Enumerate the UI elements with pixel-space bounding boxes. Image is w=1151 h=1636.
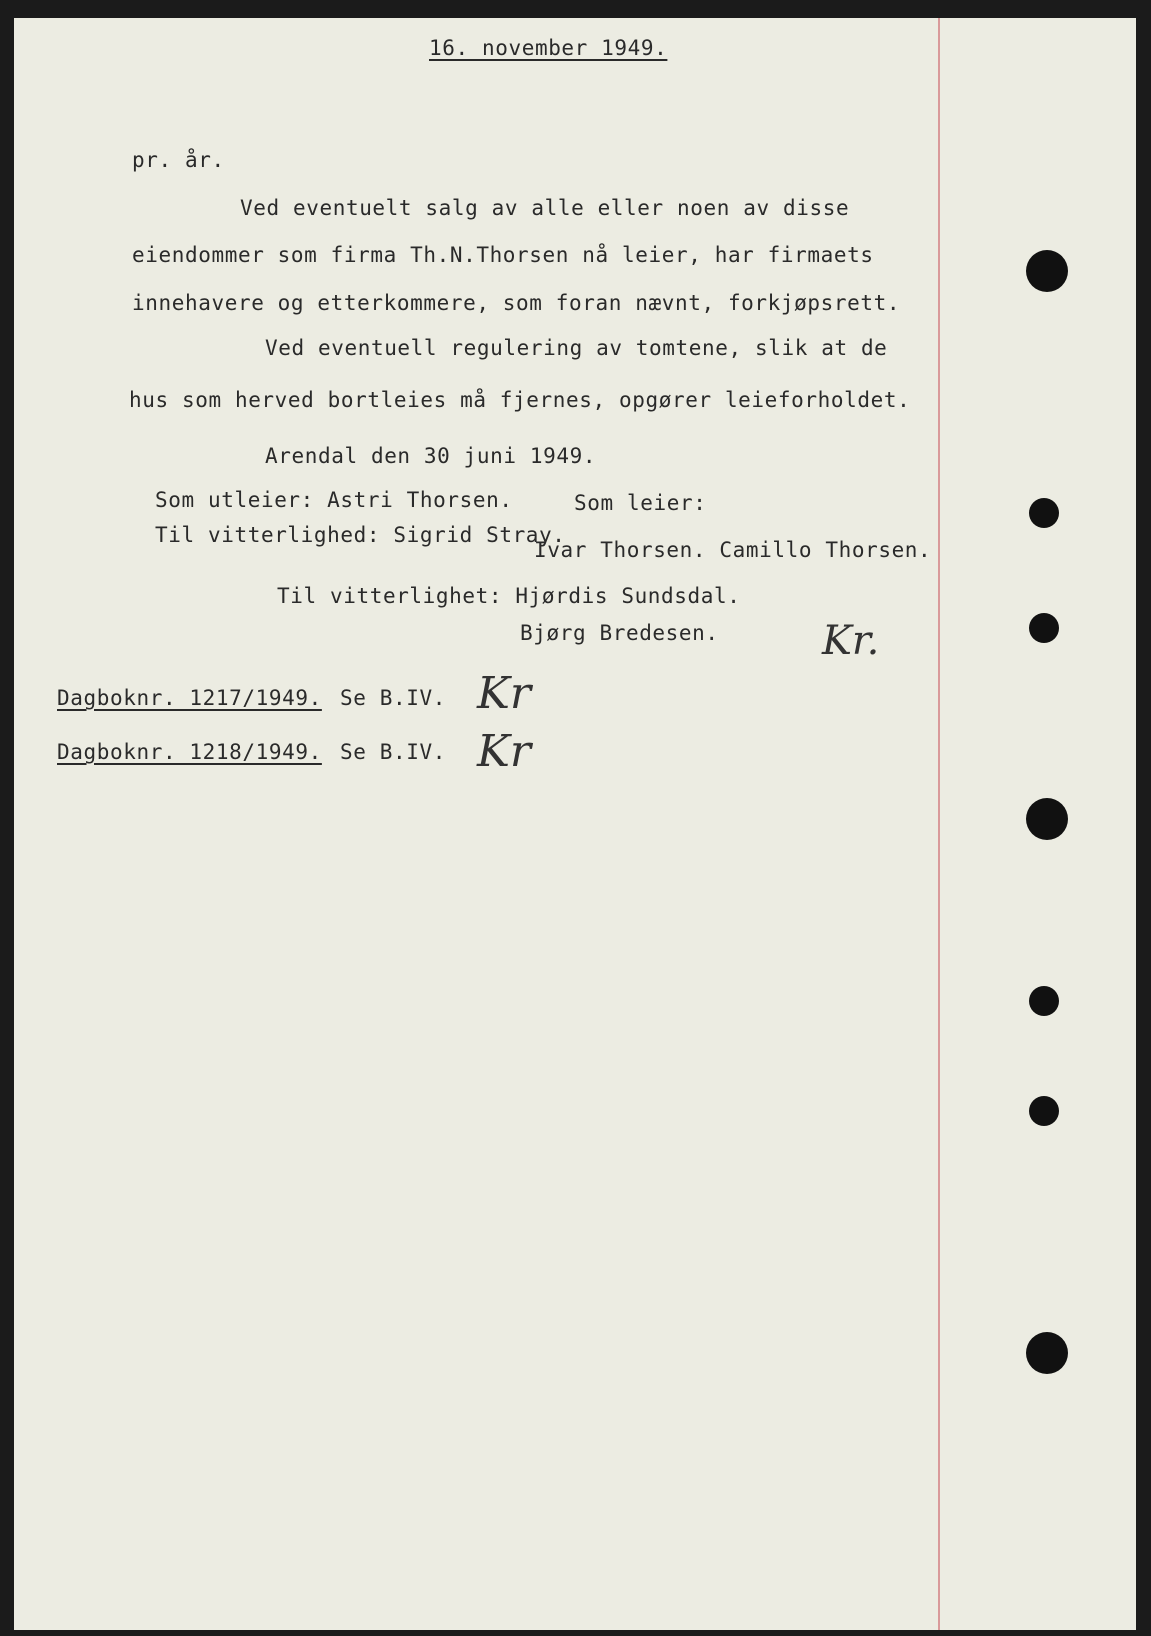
punch-hole bbox=[1026, 798, 1068, 840]
punch-hole bbox=[1026, 250, 1068, 292]
page-date: 16. november 1949. bbox=[429, 36, 668, 60]
text-line: Til vitterlighet: Hjørdis Sundsdal. bbox=[277, 584, 741, 608]
text-line: eiendommer som firma Th.N.Thorsen nå leier, har firmaets bbox=[132, 243, 874, 267]
text-line: Ved eventuell regulering av tomtene, slik at de bbox=[265, 336, 888, 360]
entry-number: Dagboknr. 1218/1949. bbox=[57, 740, 322, 764]
entry-reference: Se B.IV. bbox=[340, 686, 446, 710]
text-line: Som utleier: Astri Thorsen. bbox=[155, 488, 513, 512]
text-line: hus som herved bortleies må fjernes, opgører leieforholdet. bbox=[129, 388, 911, 412]
text-line: Ivar Thorsen. Camillo Thorsen. bbox=[534, 538, 932, 562]
punch-hole bbox=[1029, 613, 1059, 643]
document-page bbox=[14, 18, 1136, 1630]
text-line: Arendal den 30 juni 1949. bbox=[265, 444, 597, 468]
entry-initials: Kr bbox=[477, 668, 531, 719]
entry-reference: Se B.IV. bbox=[340, 740, 446, 764]
punch-hole bbox=[1029, 498, 1059, 528]
text-line: innehavere og etterkommere, som foran nævnt, forkjøpsrett. bbox=[132, 291, 901, 315]
text-line: pr. år. bbox=[132, 148, 225, 172]
text-line: Som leier: bbox=[574, 491, 707, 515]
margin-initials: Kr. bbox=[822, 618, 880, 664]
text-line: Bjørg Bredesen. bbox=[520, 621, 719, 645]
entry-number: Dagboknr. 1217/1949. bbox=[57, 686, 322, 710]
text-line: Ved eventuelt salg av alle eller noen av disse bbox=[240, 196, 850, 220]
text-line: Til vitterlighed: Sigrid Stray. bbox=[155, 523, 566, 547]
punch-hole bbox=[1026, 1332, 1068, 1374]
punch-hole bbox=[1029, 1096, 1059, 1126]
margin-rule bbox=[938, 18, 940, 1630]
entry-initials: Kr bbox=[477, 726, 531, 777]
punch-hole bbox=[1029, 986, 1059, 1016]
